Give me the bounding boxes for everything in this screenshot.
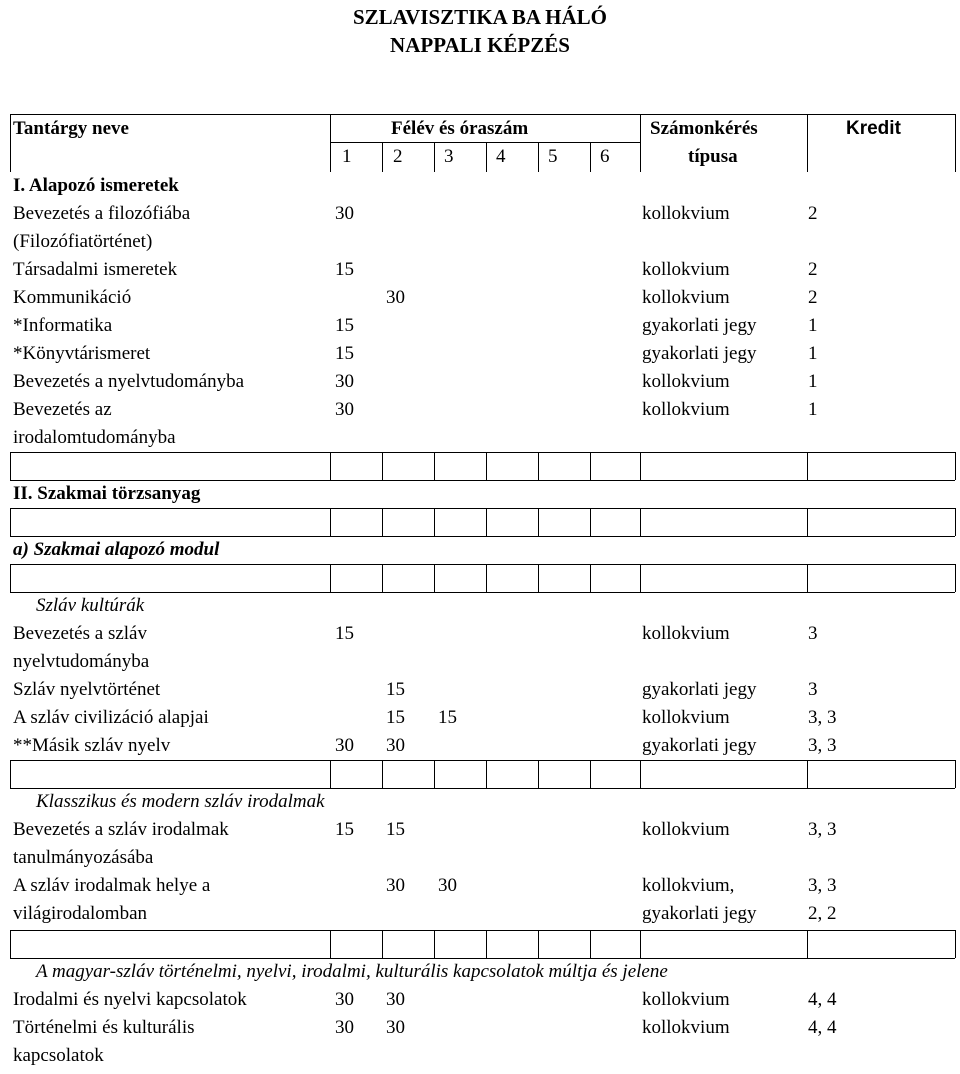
table-rule — [955, 114, 956, 172]
course-name: Szláv nyelvtörténet — [13, 679, 161, 700]
table-rule — [382, 142, 383, 172]
exam-type: gyakorlati jegy — [642, 679, 757, 700]
table-rule — [330, 564, 331, 592]
credit-value: 4, 4 — [808, 989, 837, 1010]
table-rule — [955, 760, 956, 788]
document-subtitle: NAPPALI KÉPZÉS — [390, 33, 570, 57]
course-name: **Másik szláv nyelv — [13, 735, 171, 756]
hours-value: 15 — [438, 707, 457, 728]
table-rule — [330, 114, 331, 172]
table-rule — [10, 452, 11, 480]
hours-value: 30 — [386, 1017, 405, 1038]
table-rule — [538, 142, 539, 172]
exam-type: kollokvium — [642, 371, 730, 392]
table-rule — [330, 760, 331, 788]
table-rule — [807, 760, 808, 788]
credit-value: 1 — [808, 315, 818, 336]
semester-number: 4 — [496, 146, 506, 167]
credit-value: 3, 3 — [808, 735, 837, 756]
table-rule — [807, 508, 808, 536]
table-rule — [330, 142, 640, 143]
table-rule — [807, 114, 808, 172]
course-name: Történelmi és kulturális — [13, 1017, 195, 1038]
hours-value: 15 — [335, 623, 354, 644]
hours-value: 30 — [335, 371, 354, 392]
credit-value: 2 — [808, 259, 818, 280]
table-rule — [486, 452, 487, 480]
table-rule — [382, 452, 383, 480]
hours-value: 15 — [386, 707, 405, 728]
section-heading: II. Szakmai törzsanyag — [13, 483, 201, 504]
hours-value: 30 — [386, 989, 405, 1010]
table-rule — [590, 452, 591, 480]
semester-number: 5 — [548, 146, 558, 167]
table-rule — [10, 564, 955, 565]
course-name: *Informatika — [13, 315, 113, 336]
table-rule — [330, 452, 331, 480]
hours-value: 15 — [335, 259, 354, 280]
subsection-heading: Szláv kultúrák — [36, 595, 145, 616]
table-rule — [434, 930, 435, 958]
course-name: Kommunikáció — [13, 287, 132, 308]
table-rule — [590, 508, 591, 536]
credit-value: 3 — [808, 679, 818, 700]
semester-number: 3 — [444, 146, 454, 167]
semester-number: 6 — [600, 146, 610, 167]
hours-value: 30 — [335, 203, 354, 224]
section-heading: I. Alapozó ismeretek — [13, 175, 179, 196]
course-name: nyelvtudományba — [13, 651, 150, 672]
course-name: tanulmányozásába — [13, 847, 154, 868]
table-rule — [434, 142, 435, 172]
table-rule — [10, 508, 955, 509]
semester-number: 2 — [393, 146, 403, 167]
credit-value: 2 — [808, 287, 818, 308]
table-rule — [590, 142, 591, 172]
table-rule — [640, 564, 641, 592]
subsection-heading: A magyar-szláv történelmi, nyelvi, irodalmi, kulturális kapcsolatok múltja és jelene — [36, 961, 668, 982]
table-rule — [538, 564, 539, 592]
table-rule — [10, 536, 955, 537]
table-rule — [434, 760, 435, 788]
table-rule — [590, 760, 591, 788]
course-name: Bevezetés az — [13, 399, 112, 420]
table-rule — [382, 564, 383, 592]
table-rule — [10, 480, 955, 481]
exam-type: kollokvium — [642, 819, 730, 840]
header-exam-type: Számonkérés — [650, 118, 758, 139]
table-rule — [538, 508, 539, 536]
credit-value: 3 — [808, 623, 818, 644]
table-rule — [486, 508, 487, 536]
table-rule — [10, 114, 11, 172]
course-name: Bevezetés a szláv irodalmak — [13, 819, 229, 840]
header-subject: Tantárgy neve — [13, 118, 129, 139]
module-heading: a) Szakmai alapozó modul — [13, 539, 220, 560]
hours-value: 30 — [438, 875, 457, 896]
header-exam-type-2: típusa — [688, 146, 738, 167]
table-rule — [330, 508, 331, 536]
hours-value: 15 — [335, 315, 354, 336]
document-title: SZLAVISZTIKA BA HÁLÓ — [352, 5, 608, 29]
table-rule — [955, 508, 956, 536]
exam-type: kollokvium — [642, 287, 730, 308]
credit-value: 3, 3 — [808, 875, 837, 896]
table-rule — [640, 114, 641, 172]
course-name: A szláv irodalmak helye a — [13, 875, 211, 896]
credit-value: 2, 2 — [808, 903, 837, 924]
course-name: irodalomtudományba — [13, 427, 176, 448]
course-name: Bevezetés a nyelvtudományba — [13, 371, 245, 392]
exam-type: gyakorlati jegy — [642, 735, 757, 756]
subsection-heading: Klasszikus és modern szláv irodalmak — [36, 791, 325, 812]
course-name: kapcsolatok — [13, 1045, 104, 1066]
credit-value: 2 — [808, 203, 818, 224]
hours-value: 15 — [335, 343, 354, 364]
course-name: Társadalmi ismeretek — [13, 259, 178, 280]
table-rule — [538, 930, 539, 958]
course-name: Bevezetés a szláv — [13, 623, 147, 644]
exam-type: gyakorlati jegy — [642, 903, 757, 924]
course-name: világirodalomban — [13, 903, 148, 924]
table-rule — [10, 760, 11, 788]
table-rule — [10, 930, 11, 958]
table-rule — [640, 508, 641, 536]
table-rule — [640, 452, 641, 480]
hours-value: 15 — [386, 819, 405, 840]
table-rule — [10, 508, 11, 536]
table-rule — [382, 508, 383, 536]
credit-value: 3, 3 — [808, 707, 837, 728]
table-rule — [807, 452, 808, 480]
course-name: (Filozófiatörténet) — [13, 231, 153, 252]
table-rule — [640, 930, 641, 958]
course-name: *Könyvtárismeret — [13, 343, 151, 364]
header-semester: Félév és óraszám — [391, 118, 529, 139]
table-rule — [807, 564, 808, 592]
hours-value: 30 — [386, 735, 405, 756]
header-credit: Kredit — [846, 118, 901, 139]
exam-type: kollokvium, — [642, 875, 735, 896]
hours-value: 30 — [335, 1017, 354, 1038]
table-rule — [590, 930, 591, 958]
table-rule — [486, 142, 487, 172]
table-rule — [10, 564, 11, 592]
table-rule — [955, 930, 956, 958]
table-rule — [10, 788, 955, 789]
table-rule — [10, 958, 955, 959]
credit-value: 3, 3 — [808, 819, 837, 840]
exam-type: gyakorlati jegy — [642, 315, 757, 336]
table-rule — [10, 114, 955, 115]
hours-value: 15 — [386, 679, 405, 700]
table-rule — [434, 564, 435, 592]
course-name: Bevezetés a filozófiába — [13, 203, 191, 224]
hours-value: 30 — [386, 875, 405, 896]
exam-type: kollokvium — [642, 989, 730, 1010]
table-rule — [10, 592, 955, 593]
exam-type: kollokvium — [642, 203, 730, 224]
table-rule — [807, 930, 808, 958]
table-rule — [10, 452, 955, 453]
exam-type: kollokvium — [642, 623, 730, 644]
table-rule — [434, 452, 435, 480]
course-name: Irodalmi és nyelvi kapcsolatok — [13, 989, 247, 1010]
credit-value: 1 — [808, 343, 818, 364]
course-name: A szláv civilizáció alapjai — [13, 707, 209, 728]
credit-value: 4, 4 — [808, 1017, 837, 1038]
table-rule — [382, 760, 383, 788]
table-rule — [538, 452, 539, 480]
table-rule — [486, 564, 487, 592]
exam-type: kollokvium — [642, 707, 730, 728]
exam-type: gyakorlati jegy — [642, 343, 757, 364]
table-rule — [486, 930, 487, 958]
semester-number: 1 — [342, 146, 352, 167]
table-rule — [538, 760, 539, 788]
hours-value: 30 — [386, 287, 405, 308]
table-rule — [955, 452, 956, 480]
table-rule — [330, 930, 331, 958]
hours-value: 30 — [335, 399, 354, 420]
exam-type: kollokvium — [642, 399, 730, 420]
table-rule — [382, 930, 383, 958]
table-rule — [955, 564, 956, 592]
credit-value: 1 — [808, 399, 818, 420]
table-rule — [434, 508, 435, 536]
table-rule — [640, 760, 641, 788]
hours-value: 30 — [335, 735, 354, 756]
table-rule — [590, 564, 591, 592]
exam-type: kollokvium — [642, 259, 730, 280]
exam-type: kollokvium — [642, 1017, 730, 1038]
credit-value: 1 — [808, 371, 818, 392]
table-rule — [10, 930, 955, 931]
hours-value: 30 — [335, 989, 354, 1010]
table-rule — [486, 760, 487, 788]
hours-value: 15 — [335, 819, 354, 840]
table-rule — [10, 760, 955, 761]
